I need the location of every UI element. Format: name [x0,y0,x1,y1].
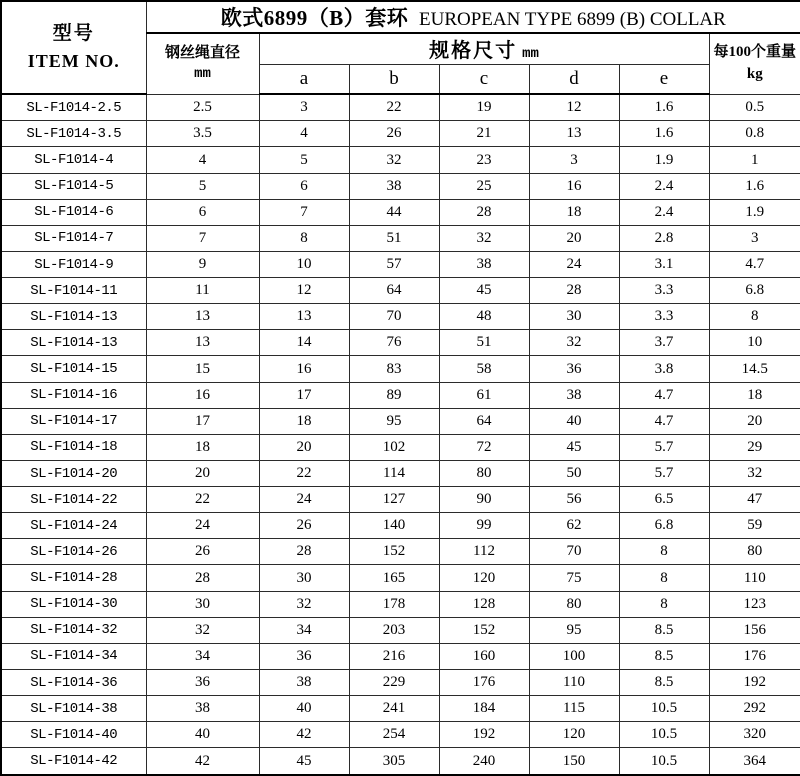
item-no-header [1,1,146,94]
cell-b: 305 [349,748,439,775]
cell-a: 40 [259,696,349,722]
cell-c: 160 [439,643,529,669]
cell-item-no: SL-F1014-30 [1,591,146,617]
cell-a: 12 [259,278,349,304]
cell-e: 6.5 [619,487,709,513]
cell-item-no: SL-F1014-13 [1,330,146,356]
cell-e: 8.5 [619,643,709,669]
cell-c: 240 [439,748,529,775]
rope-diameter-header [146,33,259,94]
cell-rope-diameter: 42 [146,748,259,775]
cell-e: 8 [619,539,709,565]
cell-b: 165 [349,565,439,591]
cell-c: 99 [439,513,529,539]
cell-b: 83 [349,356,439,382]
cell-b: 216 [349,643,439,669]
cell-weight-kg: 176 [709,643,800,669]
cell-c: 120 [439,565,529,591]
cell-a: 22 [259,460,349,486]
cell-item-no: SL-F1014-32 [1,617,146,643]
table-row [1,121,800,147]
table-row [1,565,800,591]
title-row [1,1,800,33]
cell-d: 12 [529,94,619,121]
cell-e: 2.4 [619,173,709,199]
cell-item-no: SL-F1014-2.5 [1,94,146,121]
cell-a: 34 [259,617,349,643]
cell-item-no: SL-F1014-3.5 [1,121,146,147]
cell-e: 10.5 [619,748,709,775]
cell-c: 19 [439,94,529,121]
table-row [1,722,800,748]
cell-c: 72 [439,434,529,460]
cell-b: 76 [349,330,439,356]
cell-b: 38 [349,173,439,199]
cell-a: 32 [259,591,349,617]
table-row [1,460,800,486]
cell-rope-diameter: 32 [146,617,259,643]
cell-c: 48 [439,304,529,330]
cell-c: 80 [439,460,529,486]
cell-a: 24 [259,487,349,513]
cell-e: 5.7 [619,434,709,460]
cell-c: 176 [439,669,529,695]
cell-c: 23 [439,147,529,173]
cell-item-no: SL-F1014-34 [1,643,146,669]
cell-a: 14 [259,330,349,356]
cell-weight-kg: 156 [709,617,800,643]
item-no-header-cn: 型号 [52,22,95,44]
cell-weight-kg: 32 [709,460,800,486]
cell-e: 2.8 [619,225,709,251]
cell-c: 45 [439,278,529,304]
cell-item-no: SL-F1014-18 [1,434,146,460]
cell-a: 26 [259,513,349,539]
cell-b: 241 [349,696,439,722]
cell-c: 64 [439,408,529,434]
cell-weight-kg: 364 [709,748,800,775]
cell-d: 24 [529,251,619,277]
cell-item-no: SL-F1014-36 [1,669,146,695]
cell-d: 120 [529,722,619,748]
cell-rope-diameter: 2.5 [146,94,259,121]
cell-d: 18 [529,199,619,225]
cell-a: 45 [259,748,349,775]
col-header-e: e [619,64,709,94]
table-row [1,434,800,460]
cell-rope-diameter: 7 [146,225,259,251]
cell-c: 21 [439,121,529,147]
table-title-en: EUROPEAN TYPE 6899 (B) COLLAR [419,9,726,30]
cell-c: 51 [439,330,529,356]
cell-c: 32 [439,225,529,251]
cell-c: 192 [439,722,529,748]
col-header-a: a [259,64,349,94]
cell-b: 70 [349,304,439,330]
cell-weight-kg: 192 [709,669,800,695]
cell-d: 75 [529,565,619,591]
cell-rope-diameter: 11 [146,278,259,304]
cell-e: 8.5 [619,617,709,643]
cell-c: 90 [439,487,529,513]
cell-d: 70 [529,539,619,565]
cell-item-no: SL-F1014-38 [1,696,146,722]
cell-d: 38 [529,382,619,408]
cell-e: 10.5 [619,722,709,748]
table-row [1,356,800,382]
cell-weight-kg: 0.5 [709,94,800,121]
table-row [1,382,800,408]
cell-weight-kg: 3 [709,225,800,251]
cell-b: 254 [349,722,439,748]
cell-d: 30 [529,304,619,330]
cell-item-no: SL-F1014-6 [1,199,146,225]
cell-a: 16 [259,356,349,382]
cell-rope-diameter: 3.5 [146,121,259,147]
cell-d: 16 [529,173,619,199]
cell-e: 2.4 [619,199,709,225]
cell-rope-diameter: 26 [146,539,259,565]
cell-c: 28 [439,199,529,225]
cell-e: 3.1 [619,251,709,277]
table-row [1,278,800,304]
cell-weight-kg: 18 [709,382,800,408]
cell-rope-diameter: 30 [146,591,259,617]
table-row [1,408,800,434]
cell-item-no: SL-F1014-24 [1,513,146,539]
cell-weight-kg: 59 [709,513,800,539]
cell-rope-diameter: 4 [146,147,259,173]
cell-a: 17 [259,382,349,408]
cell-e: 4.7 [619,408,709,434]
table-row [1,539,800,565]
table-row [1,669,800,695]
cell-d: 50 [529,460,619,486]
cell-d: 3 [529,147,619,173]
cell-e: 1.6 [619,94,709,121]
table-title [146,1,800,33]
cell-e: 5.7 [619,460,709,486]
cell-e: 6.8 [619,513,709,539]
cell-weight-kg: 10 [709,330,800,356]
cell-b: 57 [349,251,439,277]
cell-rope-diameter: 40 [146,722,259,748]
cell-rope-diameter: 18 [146,434,259,460]
cell-e: 1.6 [619,121,709,147]
table-row [1,173,800,199]
col-header-b: b [349,64,439,94]
cell-d: 80 [529,591,619,617]
cell-rope-diameter: 38 [146,696,259,722]
cell-a: 6 [259,173,349,199]
cell-c: 112 [439,539,529,565]
cell-d: 40 [529,408,619,434]
cell-weight-kg: 8 [709,304,800,330]
cell-item-no: SL-F1014-28 [1,565,146,591]
cell-b: 26 [349,121,439,147]
cell-d: 56 [529,487,619,513]
cell-b: 178 [349,591,439,617]
cell-item-no: SL-F1014-16 [1,382,146,408]
cell-rope-diameter: 16 [146,382,259,408]
rope-diameter-unit: mm [194,66,211,83]
cell-a: 7 [259,199,349,225]
cell-a: 3 [259,94,349,121]
cell-e: 8 [619,565,709,591]
table-row [1,147,800,173]
cell-rope-diameter: 34 [146,643,259,669]
item-no-header-en: ITEM NO. [27,51,120,72]
cell-b: 95 [349,408,439,434]
cell-d: 110 [529,669,619,695]
cell-a: 42 [259,722,349,748]
cell-d: 95 [529,617,619,643]
cell-item-no: SL-F1014-4 [1,147,146,173]
cell-c: 184 [439,696,529,722]
spec-dimensions-label: 规格尺寸 [429,40,518,63]
table-row [1,251,800,277]
cell-d: 28 [529,278,619,304]
cell-weight-kg: 47 [709,487,800,513]
cell-d: 20 [529,225,619,251]
cell-weight-kg: 1.6 [709,173,800,199]
weight-per-100-label: 每100个重量 [713,44,797,60]
cell-a: 10 [259,251,349,277]
table-row [1,94,800,121]
cell-item-no: SL-F1014-9 [1,251,146,277]
cell-weight-kg: 1.9 [709,199,800,225]
cell-item-no: SL-F1014-40 [1,722,146,748]
cell-b: 89 [349,382,439,408]
cell-c: 152 [439,617,529,643]
cell-e: 8.5 [619,669,709,695]
cell-b: 203 [349,617,439,643]
cell-weight-kg: 6.8 [709,278,800,304]
cell-b: 22 [349,94,439,121]
cell-c: 38 [439,251,529,277]
cell-e: 3.8 [619,356,709,382]
cell-rope-diameter: 17 [146,408,259,434]
spec-dimensions-unit: mm [522,46,539,63]
table-body [1,94,800,775]
cell-rope-diameter: 24 [146,513,259,539]
cell-d: 36 [529,356,619,382]
cell-weight-kg: 292 [709,696,800,722]
cell-rope-diameter: 13 [146,330,259,356]
cell-b: 127 [349,487,439,513]
table-title-cn: 欧式6899（B）套环 [220,6,409,30]
cell-weight-kg: 320 [709,722,800,748]
cell-e: 10.5 [619,696,709,722]
cell-a: 36 [259,643,349,669]
cell-item-no: SL-F1014-15 [1,356,146,382]
cell-weight-kg: 1 [709,147,800,173]
spec-dimensions-header [259,33,709,64]
cell-item-no: SL-F1014-5 [1,173,146,199]
table-row [1,617,800,643]
table-row [1,696,800,722]
cell-d: 100 [529,643,619,669]
weight-unit: kg [746,65,763,82]
cell-a: 38 [259,669,349,695]
cell-item-no: SL-F1014-11 [1,278,146,304]
table-row [1,513,800,539]
cell-a: 5 [259,147,349,173]
cell-weight-kg: 0.8 [709,121,800,147]
cell-rope-diameter: 36 [146,669,259,695]
cell-b: 51 [349,225,439,251]
table-row [1,487,800,513]
cell-a: 4 [259,121,349,147]
cell-e: 3.3 [619,278,709,304]
weight-per-100-header [709,33,800,94]
col-header-d: d [529,64,619,94]
cell-rope-diameter: 13 [146,304,259,330]
cell-item-no: SL-F1014-17 [1,408,146,434]
cell-rope-diameter: 22 [146,487,259,513]
col-header-c: c [439,64,529,94]
cell-b: 32 [349,147,439,173]
cell-a: 20 [259,434,349,460]
cell-a: 8 [259,225,349,251]
cell-c: 128 [439,591,529,617]
cell-a: 28 [259,539,349,565]
cell-e: 3.7 [619,330,709,356]
rope-diameter-label: 钢丝绳直径 [164,44,240,61]
cell-weight-kg: 80 [709,539,800,565]
cell-item-no: SL-F1014-22 [1,487,146,513]
table-row [1,748,800,775]
cell-rope-diameter: 9 [146,251,259,277]
cell-b: 44 [349,199,439,225]
cell-weight-kg: 29 [709,434,800,460]
cell-d: 32 [529,330,619,356]
cell-rope-diameter: 6 [146,199,259,225]
cell-b: 114 [349,460,439,486]
cell-e: 8 [619,591,709,617]
cell-weight-kg: 4.7 [709,251,800,277]
cell-weight-kg: 110 [709,565,800,591]
table-row [1,225,800,251]
cell-item-no: SL-F1014-20 [1,460,146,486]
cell-item-no: SL-F1014-26 [1,539,146,565]
cell-rope-diameter: 28 [146,565,259,591]
cell-a: 18 [259,408,349,434]
table-row [1,330,800,356]
cell-c: 58 [439,356,529,382]
cell-a: 30 [259,565,349,591]
cell-d: 13 [529,121,619,147]
cell-d: 45 [529,434,619,460]
table-row [1,643,800,669]
cell-d: 150 [529,748,619,775]
cell-c: 61 [439,382,529,408]
cell-rope-diameter: 20 [146,460,259,486]
table-row [1,304,800,330]
cell-weight-kg: 14.5 [709,356,800,382]
cell-e: 1.9 [619,147,709,173]
cell-e: 4.7 [619,382,709,408]
cell-d: 62 [529,513,619,539]
cell-b: 64 [349,278,439,304]
table-row [1,199,800,225]
cell-b: 152 [349,539,439,565]
cell-b: 102 [349,434,439,460]
cell-rope-diameter: 5 [146,173,259,199]
table-row [1,591,800,617]
cell-d: 115 [529,696,619,722]
cell-b: 140 [349,513,439,539]
cell-e: 3.3 [619,304,709,330]
cell-rope-diameter: 15 [146,356,259,382]
cell-c: 25 [439,173,529,199]
cell-a: 13 [259,304,349,330]
cell-b: 229 [349,669,439,695]
cell-item-no: SL-F1014-42 [1,748,146,775]
cell-weight-kg: 123 [709,591,800,617]
cell-item-no: SL-F1014-13 [1,304,146,330]
cell-weight-kg: 20 [709,408,800,434]
cell-item-no: SL-F1014-7 [1,225,146,251]
